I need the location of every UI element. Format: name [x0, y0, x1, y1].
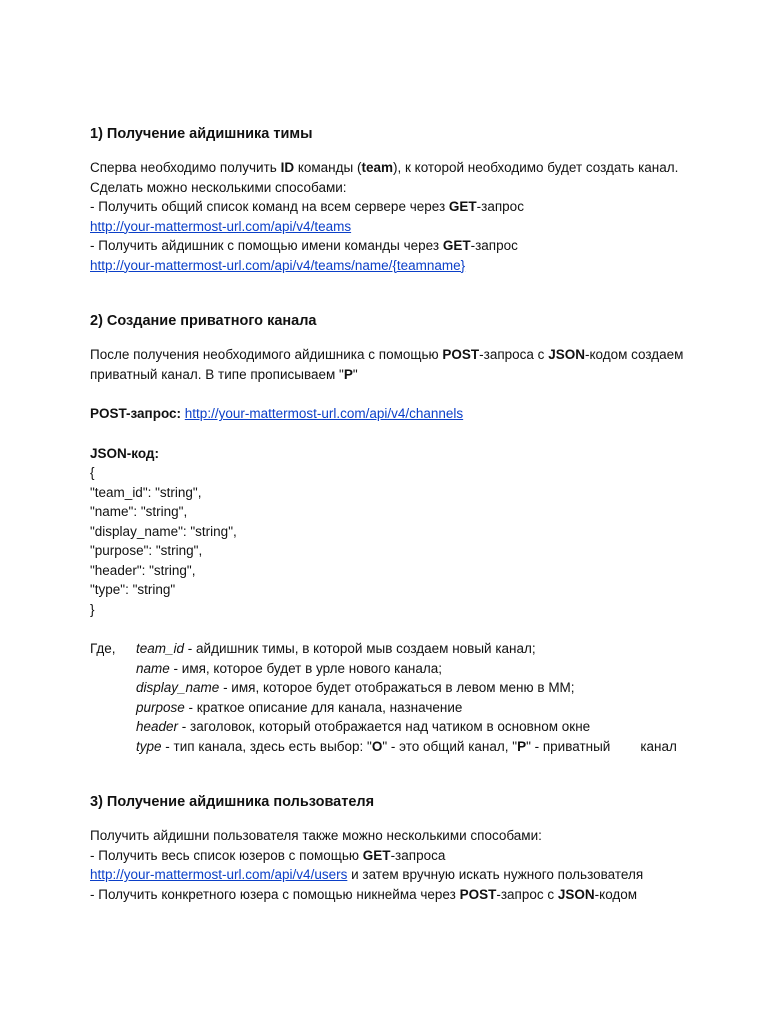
definition-row: purpose - краткое описание для канала, назначение	[136, 699, 463, 715]
post-request-label: POST-запрос:	[90, 406, 182, 421]
section-3-para: Получить айдишни пользователя также можно несколькими способами:	[90, 828, 542, 843]
section-2-heading: 2) Создание приватного канала	[90, 313, 317, 329]
spacer	[90, 384, 730, 404]
section-1-item-1: - Получить общий список команд на всем сервере через GET-запрос	[90, 199, 524, 214]
definition-row: team_id - айдишник тимы, в которой мыв создаем новый канал;	[136, 641, 536, 656]
field-definitions	[90, 639, 730, 756]
json-line: "type": "string"	[90, 582, 176, 597]
where-label: Где,	[90, 641, 116, 656]
section-2-para-line-2: приватный канал. В типе прописываем "P"	[90, 366, 358, 382]
definition-row: header - заголовок, который отображается над чатиком в основном окне	[136, 719, 591, 734]
spacer	[90, 424, 730, 444]
post-request-line	[90, 404, 730, 424]
section-2-para-line-1: После получения необходимого айдишника с помощью POST-запроса с JSON-кодом создаем	[90, 347, 684, 362]
teams-link[interactable]: http://your-mattermost-url.com/api/v4/teams	[90, 218, 352, 234]
section-1-item-2: - Получить айдишник с помощью имени команды через GET-запрос	[90, 238, 518, 253]
section-1-intro-line-2: Сделать можно несколькими способами:	[90, 179, 347, 195]
section-1-link-2-line	[90, 256, 730, 276]
definition-row: display_name - имя, которое будет отображаться в левом меню в ММ;	[136, 680, 575, 695]
json-code-label: JSON-код:	[90, 445, 159, 461]
section-1-link-1-line	[90, 217, 730, 237]
json-line: "purpose": "string",	[90, 543, 203, 558]
channels-link[interactable]: http://your-mattermost-url.com/api/v4/channels	[184, 406, 464, 421]
spacer	[90, 275, 730, 311]
definition-row-type: type - тип канала, здесь есть выбор: "O" - это общий канал, "P" - приватный канал	[136, 738, 677, 754]
json-line: {	[90, 465, 95, 480]
section-3-link-line: http://your-mattermost-url.com/api/v4/users и затем вручную искать нужного пользователя	[90, 867, 644, 882]
section-3-heading: 3) Получение айдишника пользователя	[90, 794, 375, 810]
section-3-item-1: - Получить весь список юзеров с помощью GET-запроса	[90, 847, 446, 863]
json-code-block	[90, 463, 730, 619]
users-link[interactable]: http://your-mattermost-url.com/api/v4/users	[90, 867, 348, 882]
json-line: "header": "string",	[90, 562, 196, 578]
json-line: "team_id": "string",	[90, 484, 202, 500]
definition-row: name - имя, которое будет в урле нового канала;	[136, 660, 442, 676]
spacer	[90, 756, 730, 792]
teams-by-name-link[interactable]: http://your-mattermost-url.com/api/v4/teams/name/{teamname}	[90, 257, 466, 273]
json-line: "display_name": "string",	[90, 523, 237, 539]
section-1-heading: 1) Получение айдишника тимы	[90, 126, 313, 142]
json-line: "name": "string",	[90, 504, 188, 519]
json-line: }	[90, 601, 95, 617]
section-1-intro-line: Сперва необходимо получить ID команды (team), к которой необходимо будет создать канал.	[90, 160, 679, 175]
spacer	[90, 619, 730, 639]
document-page	[90, 124, 730, 904]
section-3-item-2: - Получить конкретного юзера с помощью никнейма через POST-запрос с JSON-кодом	[90, 886, 638, 902]
